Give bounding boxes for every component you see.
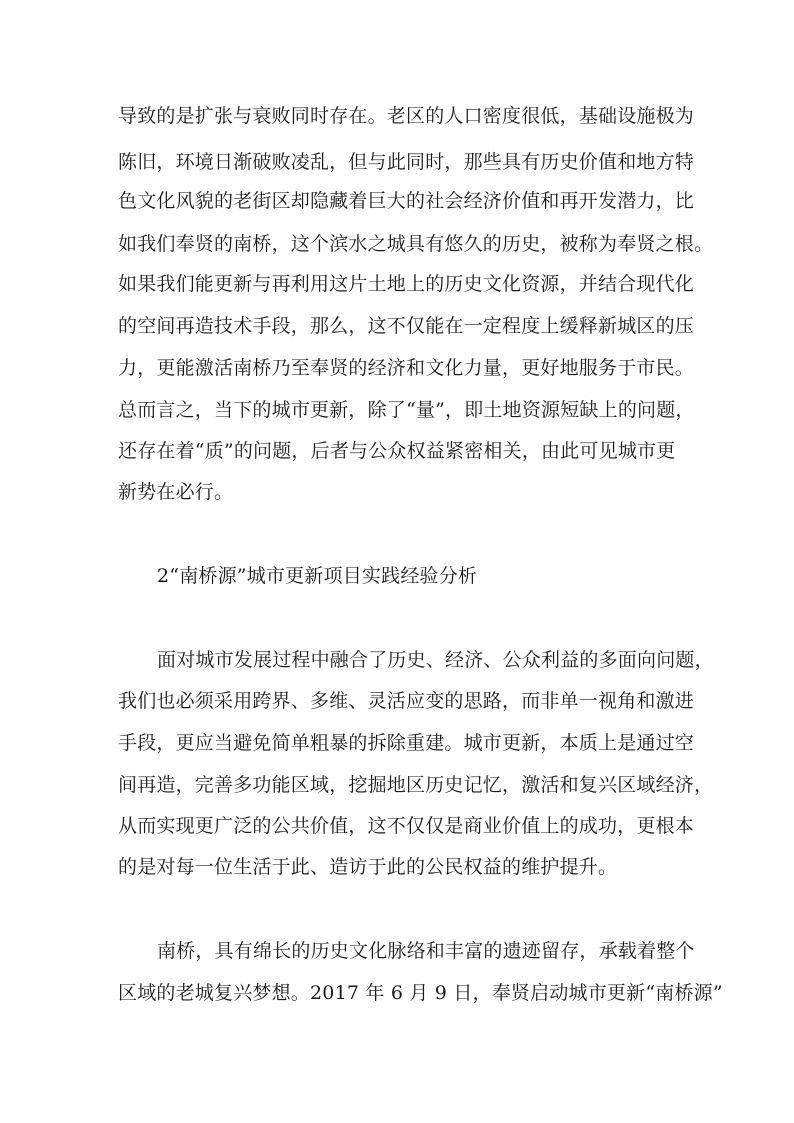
paragraph-1-line: 如果我们能更新与再利用这片土地上的历史文化资源，并结合现代化 (118, 273, 695, 295)
paragraph-1-line: 力，更能激活南桥乃至奉贤的经济和文化力量，更好地服务于市民。 (118, 357, 695, 379)
section-heading: 2“南桥源”城市更新项目实践经验分析 (157, 565, 478, 587)
paragraph-1-line: 导致的是扩张与衰败同时存在。老区的人口密度很低，基础设施极为 (118, 105, 695, 127)
paragraph-3-line: 南桥，具有绵长的历史文化脉络和丰富的遗迹留存，承载着整个 (157, 940, 695, 962)
paragraph-2-line: 的是对每一位生活于此、造访于此的公民权益的维护提升。 (118, 856, 618, 878)
paragraph-2-line: 面对城市发展过程中融合了历史、经济、公众利益的多面向问题， (157, 649, 714, 671)
paragraph-1-line: 如我们奉贤的南桥，这个滨水之城具有悠久的历史，被称为奉贤之根。 (118, 233, 714, 255)
paragraph-2-line: 间再造，完善多功能区域，挖掘地区历史记忆，激活和复兴区域经济， (118, 774, 714, 796)
paragraph-1-line: 色文化风貌的老街区却隐藏着巨大的社会经济价值和再开发潜力，比 (118, 190, 695, 212)
paragraph-2-line: 手段，更应当避免简单粗暴的拆除重建。城市更新，本质上是通过空 (118, 732, 695, 754)
paragraph-3-line: 区域的老城复兴梦想。2017 年 6 月 9 日，奉贤启动城市更新“南桥源” (118, 982, 723, 1004)
paragraph-1-line: 新势在必行。 (118, 481, 234, 503)
paragraph-1-line: 的空间再造技术手段，那么，这不仅能在一定程度上缓释新城区的压 (118, 315, 695, 337)
paragraph-2-line: 我们也必须采用跨界、多维、灵活应变的思路，而非单一视角和激进 (118, 690, 695, 712)
paragraph-1-line: 总而言之，当下的城市更新，除了“量”，即土地资源短缺上的问题， (118, 399, 695, 421)
paragraph-1-line: 陈旧，环境日渐破败凌乱，但与此同时，那些具有历史价值和地方特 (118, 151, 695, 173)
paragraph-2-line: 从而实现更广泛的公共价值，这不仅仅是商业价值上的成功，更根本 (118, 815, 695, 837)
paragraph-1-line: 还存在着“质”的问题，后者与公众权益紧密相关，由此可见城市更 (118, 440, 676, 462)
